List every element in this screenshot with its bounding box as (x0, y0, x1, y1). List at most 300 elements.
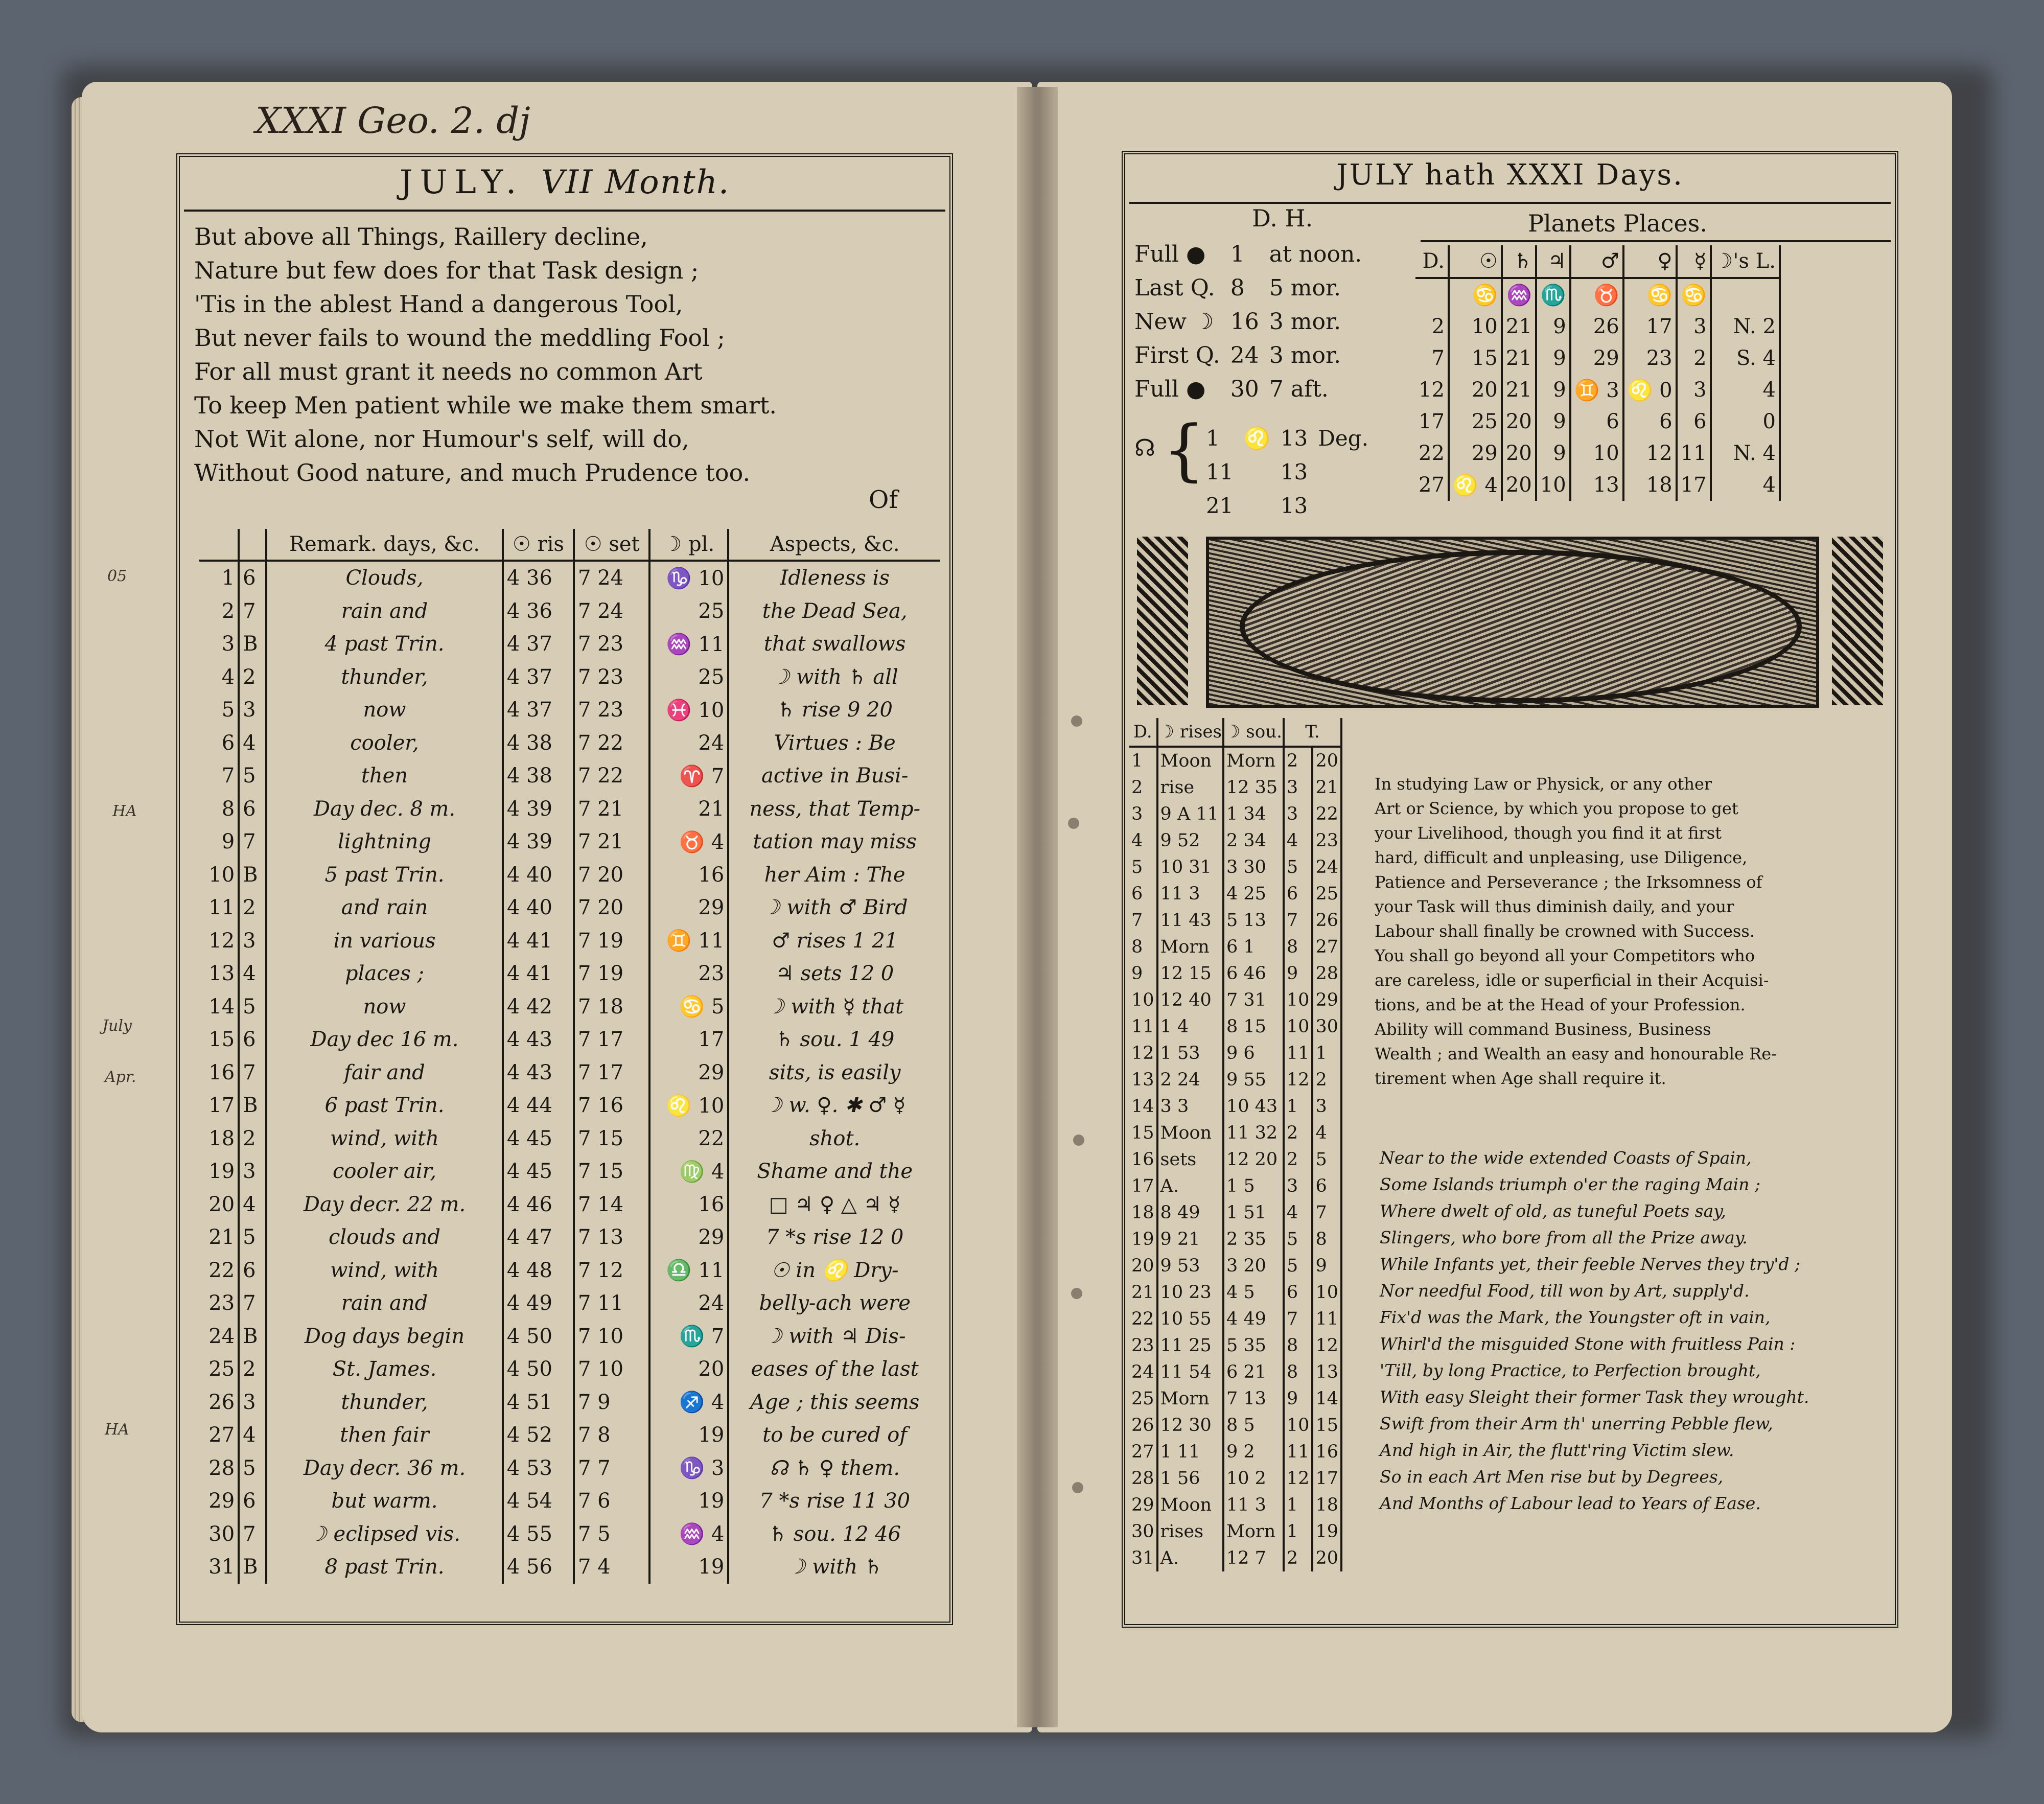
poem-line: And Months of Labour lead to Years of Ease. (1380, 1493, 1761, 1513)
moon-table-row (1129, 1385, 1341, 1412)
moon-table-cell: 4 (1284, 1199, 1313, 1226)
calendar-cell: 3 (239, 1386, 266, 1419)
moon-table-cell: 12 30 (1157, 1412, 1223, 1439)
moon-table-cell: 9 (1312, 1253, 1341, 1279)
moon-table-cell: 7 13 (1223, 1385, 1284, 1412)
calendar-cell: 7 22 (574, 759, 649, 793)
moon-table-row (1129, 907, 1341, 934)
margin-note: Apr. (105, 1068, 136, 1086)
calendar-header-cell: ☉ ris (503, 529, 574, 561)
moon-phase-cell: 8 (1230, 275, 1245, 301)
planets-cell: 0 (1711, 406, 1780, 437)
planets-sign-cell: ♒ (1502, 278, 1536, 311)
planets-row (1415, 374, 1780, 406)
calendar-cell: 7 16 (574, 1089, 649, 1122)
calendar-cell: 19 (199, 1155, 239, 1188)
verse-line: To keep Men patient while we make them smart. (194, 391, 777, 419)
calendar-cell: 4 41 (503, 924, 574, 958)
moon-table-cell: 8 5 (1223, 1412, 1284, 1439)
calendar-cell: 4 50 (503, 1353, 574, 1386)
calendar-table (199, 529, 940, 1584)
calendar-cell: Age ; this seems (750, 1390, 920, 1414)
verse-line: Nature but few does for that Task design ; (194, 257, 699, 284)
calendar-cell: cooler air, (266, 1155, 503, 1188)
calendar-cell: 4 47 (503, 1221, 574, 1254)
calendar-cell: ♒ 4 (649, 1518, 728, 1551)
calendar-cell: B (239, 1551, 266, 1584)
calendar-cell: that swallows (763, 632, 906, 656)
prose-line: In studying Law or Physick, or any other (1375, 774, 1712, 794)
moon-table-row (1129, 934, 1341, 960)
calendar-cell: 29 (649, 1221, 728, 1254)
calendar-cell: 4 past Trin. (266, 628, 503, 661)
calendar-cell: 29 (199, 1485, 239, 1518)
moon-table-cell: 5 (1284, 1253, 1313, 1279)
moon-table-cell: 30 (1129, 1518, 1157, 1545)
moon-table-cell: 23 (1129, 1332, 1157, 1359)
moon-table-cell: rise (1157, 774, 1223, 801)
calendar-cell: ♈ 7 (649, 759, 728, 793)
moon-table-cell: 3 (1284, 774, 1313, 801)
prose-line: tirement when Age shall require it. (1375, 1069, 1666, 1088)
node-cell: 21 (1206, 493, 1234, 518)
moon-phase-cell: 3 mor. (1269, 342, 1341, 368)
calendar-cell: 5 past Trin. (266, 859, 503, 892)
planets-header-cell: ♃ (1536, 245, 1570, 278)
moon-table-cell: 12 7 (1223, 1545, 1284, 1571)
calendar-cell: 23 (649, 957, 728, 990)
node-positions-table (1201, 422, 1374, 523)
moon-table-cell: 19 (1129, 1226, 1157, 1253)
moon-table-cell: 29 (1312, 987, 1341, 1013)
woodcut-oval (1240, 550, 1802, 703)
calendar-cell: 4 39 (503, 825, 574, 859)
margin-note: 05 (107, 567, 127, 585)
moon-table-cell: 5 (1284, 1226, 1313, 1253)
poem-line: And high in Air, the flutt'ring Victim slew. (1380, 1440, 1734, 1460)
calendar-cell: 4 42 (503, 990, 574, 1024)
calendar-cell: 7 20 (574, 859, 649, 892)
planets-row (1415, 406, 1780, 437)
calendar-cell: in various (266, 924, 503, 958)
moon-table-cell: Morn (1223, 1518, 1284, 1545)
moon-phase-cell: 1 (1230, 241, 1245, 267)
month-number: VII Month. (541, 164, 730, 201)
moon-table-row (1129, 881, 1341, 907)
calendar-cell: 24 (199, 1320, 239, 1353)
planets-cell: 21 (1502, 342, 1536, 374)
planets-cell: 3 (1677, 311, 1711, 342)
planets-cell: 4 (1711, 469, 1780, 501)
poem-line: With easy Sleight their former Task they wrought. (1380, 1387, 1809, 1407)
moon-table-cell: 27 (1129, 1439, 1157, 1465)
moon-table-cell: 26 (1312, 907, 1341, 934)
planets-cell: 17 (1677, 469, 1711, 501)
moon-table-cell: 2 (1284, 1120, 1313, 1146)
moon-table-cell: 10 (1129, 987, 1157, 1013)
book-gutter (1017, 87, 1058, 1727)
calendar-cell: □ ♃ ♀ △ ♃ ☿ (769, 1192, 901, 1216)
planets-cell: 21 (1502, 374, 1536, 406)
calendar-cell: belly-ach were (759, 1291, 911, 1315)
moon-table-cell: 6 1 (1223, 934, 1284, 960)
moon-phase-row (1129, 305, 1367, 339)
moon-table-cell: 8 (1129, 934, 1157, 960)
calendar-cell: 4 (239, 1188, 266, 1221)
node-cell: 13 (1280, 459, 1308, 484)
calendar-cell: thunder, (266, 1386, 503, 1419)
moon-table-cell: 10 31 (1157, 854, 1223, 881)
moon-table-cell: 5 (1129, 854, 1157, 881)
calendar-cell: 7 14 (574, 1188, 649, 1221)
planets-sign-cell (1711, 278, 1780, 311)
planets-cell: 20 (1502, 406, 1536, 437)
calendar-cell: Day decr. 22 m. (266, 1188, 503, 1221)
calendar-cell: 7 8 (574, 1419, 649, 1452)
calendar-cell: 17 (649, 1023, 728, 1056)
moon-table-cell: 2 (1312, 1067, 1341, 1093)
prose-line: your Task will thus diminish daily, and your (1375, 897, 1734, 916)
advice-prose (1375, 772, 1777, 1091)
planets-cell: 23 (1623, 342, 1677, 374)
planets-cell: 6 (1623, 406, 1677, 437)
planets-cell: 9 (1536, 406, 1570, 437)
moon-table-cell: 9 53 (1157, 1253, 1223, 1279)
calendar-cell: cooler, (266, 727, 503, 760)
moon-table-cell: 26 (1129, 1412, 1157, 1439)
moon-phase-row (1129, 238, 1367, 271)
moon-table-cell: 12 40 (1157, 987, 1223, 1013)
planets-header-cell: ♄ (1502, 245, 1536, 278)
moon-table-cell: 22 (1312, 801, 1341, 827)
calendar-cell: ♍ 4 (649, 1155, 728, 1188)
planets-sign-cell: ♏ (1536, 278, 1570, 311)
moon-table-row (1129, 1067, 1341, 1093)
calendar-cell: ♓ 10 (649, 693, 728, 727)
calendar-cell: ☽ with ♄ all (771, 665, 898, 689)
moon-table-cell: 31 (1129, 1545, 1157, 1571)
moon-table-cell: A. (1157, 1173, 1223, 1199)
moon-table-row (1129, 1199, 1341, 1226)
calendar-cell: 16 (649, 1188, 728, 1221)
moon-table-cell: 12 20 (1223, 1146, 1284, 1173)
moon-table-cell: 4 49 (1223, 1306, 1284, 1332)
calendar-cell: 4 37 (503, 628, 574, 661)
prose-line: your Livelihood, though you find it at first (1375, 823, 1722, 843)
calendar-cell: 20 (649, 1353, 728, 1386)
calendar-cell: 27 (199, 1419, 239, 1452)
verse-line: 'Tis in the ablest Hand a dangerous Tool, (194, 290, 683, 318)
calendar-header-cell: ☽ pl. (649, 529, 728, 561)
moon-table-cell: Morn (1157, 1385, 1223, 1412)
planets-header-cell: ☿ (1677, 245, 1711, 278)
calendar-row (199, 1287, 940, 1320)
verse-line: But above all Things, Raillery decline, (194, 223, 648, 250)
calendar-row (199, 1089, 940, 1122)
calendar-row (199, 957, 940, 990)
calendar-cell: ♊ 11 (649, 924, 728, 958)
calendar-cell: to be cured of (762, 1423, 908, 1447)
calendar-cell: 7 (239, 1518, 266, 1551)
calendar-header-cell: Aspects, &c. (728, 529, 940, 561)
calendar-cell: Shame and the (757, 1160, 913, 1184)
moon-table-cell: 3 3 (1157, 1093, 1223, 1120)
right-title-rule (1129, 202, 1891, 204)
planets-places-table (1415, 245, 1781, 501)
prose-line: Labour shall finally be crowned with Success. (1375, 921, 1755, 941)
calendar-cell: 24 (649, 727, 728, 760)
calendar-cell: 5 (239, 1452, 266, 1485)
planets-cell: 9 (1536, 342, 1570, 374)
moon-phase-cell: 24 (1230, 342, 1259, 368)
planets-sign-row (1415, 278, 1780, 311)
calendar-cell: 7 (199, 759, 239, 793)
moon-table-cell: 7 (1284, 1306, 1313, 1332)
moon-table-cell: 1 (1284, 1518, 1313, 1545)
calendar-cell: 2 (239, 1353, 266, 1386)
calendar-cell: 4 36 (503, 595, 574, 628)
moon-table-row (1129, 1253, 1341, 1279)
moon-table-cell: 11 32 (1223, 1120, 1284, 1146)
prose-line: tions, and be at the Head of your Profession. (1375, 995, 1746, 1014)
calendar-cell: 25 (199, 1353, 239, 1386)
planets-row (1415, 469, 1780, 501)
planets-cell: 20 (1502, 437, 1536, 469)
calendar-row (199, 727, 940, 760)
calendar-row (199, 1188, 940, 1221)
moon-table-cell: A. (1157, 1545, 1223, 1571)
poem-line: While Infants yet, their feeble Nerves they try'd ; (1380, 1254, 1801, 1274)
calendar-cell: 7 15 (574, 1155, 649, 1188)
moon-table-cell: 6 (1284, 1279, 1313, 1306)
planets-cell: 4 (1711, 374, 1780, 406)
moon-table-cell: 20 (1129, 1253, 1157, 1279)
moon-table-cell: 1 (1284, 1093, 1313, 1120)
calendar-cell: wind, with (266, 1254, 503, 1287)
moon-table-cell: 6 (1284, 881, 1313, 907)
calendar-cell: and rain (266, 891, 503, 924)
moon-table-cell: 5 35 (1223, 1332, 1284, 1359)
calendar-cell: 2 (239, 661, 266, 694)
verse-line: But never fails to wound the meddling Fool ; (194, 324, 725, 352)
calendar-cell: ☽ with ♃ Dis- (763, 1324, 906, 1348)
calendar-cell: 4 49 (503, 1287, 574, 1320)
moon-table-cell: 4 (1284, 827, 1313, 854)
prose-line: Ability will command Business, Business (1375, 1020, 1711, 1039)
moon-table-cell: 2 24 (1157, 1067, 1223, 1093)
calendar-cell: 16 (199, 1056, 239, 1090)
moon-table-cell: Morn (1157, 934, 1223, 960)
calendar-row (199, 1023, 940, 1056)
moon-table-cell: 9 55 (1223, 1067, 1284, 1093)
moon-phase-cell: Last Q. (1134, 275, 1215, 301)
calendar-cell: 4 43 (503, 1056, 574, 1090)
calendar-cell: 1 (199, 561, 239, 595)
moon-table-cell: 10 55 (1157, 1306, 1223, 1332)
moon-table-row (1129, 1279, 1341, 1306)
poem-line: Fix'd was the Mark, the Youngster oft in vain, (1380, 1307, 1771, 1327)
calendar-cell: 4 52 (503, 1419, 574, 1452)
poem-line: Slingers, who bore from all the Prize away. (1380, 1228, 1748, 1247)
planets-cell: 6 (1570, 406, 1623, 437)
node-cell: 11 (1206, 459, 1234, 484)
planets-cell: 25 (1449, 406, 1502, 437)
calendar-cell: 6 (239, 1485, 266, 1518)
calendar-cell: 4 51 (503, 1386, 574, 1419)
calendar-cell: 7 (239, 825, 266, 859)
moon-table-cell: 11 54 (1157, 1359, 1223, 1385)
calendar-cell: 3 (239, 1155, 266, 1188)
planets-title: Planets Places. (1528, 210, 1707, 237)
calendar-row (199, 990, 940, 1024)
woodcut-illustration (1206, 537, 1819, 708)
calendar-row (199, 661, 940, 694)
calendar-cell: rain and (266, 595, 503, 628)
moon-phase-cell: 5 mor. (1269, 275, 1341, 301)
planets-cell: 7 (1415, 342, 1449, 374)
moon-table-cell: 1 (1312, 1040, 1341, 1067)
calendar-cell: ness, that Temp- (749, 797, 920, 821)
calendar-cell: ♌ 10 (649, 1089, 728, 1122)
planets-cell: 3 (1677, 374, 1711, 406)
calendar-row (199, 1221, 940, 1254)
calendar-row (199, 1485, 940, 1518)
calendar-cell: 6 (239, 793, 266, 826)
calendar-row (199, 1518, 940, 1551)
poem-line: Where dwelt of old, as tuneful Poets say, (1380, 1201, 1727, 1221)
calendar-cell: 26 (199, 1386, 239, 1419)
calendar-cell: 29 (649, 891, 728, 924)
verse-line: Without Good nature, and much Prudence too. (194, 459, 751, 487)
moon-table-row (1129, 801, 1341, 827)
calendar-cell: places ; (266, 957, 503, 990)
planets-sign-cell: ♋ (1449, 278, 1502, 311)
calendar-row (199, 1155, 940, 1188)
moon-table-cell: 11 43 (1157, 907, 1223, 934)
moon-phase-cell: Full ● (1134, 376, 1206, 402)
planets-header-row (1415, 245, 1780, 278)
planets-header-cell: ♂ (1570, 245, 1623, 278)
moon-table-cell: 10 (1284, 987, 1313, 1013)
moon-table-cell: 6 46 (1223, 960, 1284, 987)
moon-table-cell: 13 (1312, 1359, 1341, 1385)
calendar-cell: 23 (199, 1287, 239, 1320)
calendar-header-cell (199, 529, 239, 561)
calendar-cell: the Dead Sea, (762, 599, 908, 623)
planets-cell: 2 (1415, 311, 1449, 342)
moon-table-cell: 9 2 (1223, 1439, 1284, 1465)
moon-table-cell: 9 A 11 (1157, 801, 1223, 827)
planets-cell: 2 (1677, 342, 1711, 374)
calendar-cell: sits, is easily (769, 1060, 901, 1084)
calendar-row (199, 1254, 940, 1287)
moon-table-cell: 2 (1129, 774, 1157, 801)
calendar-cell: Day dec. 8 m. (266, 793, 503, 826)
node-cell (1313, 489, 1374, 523)
moon-table-cell: 3 20 (1223, 1253, 1284, 1279)
calendar-cell: 25 (649, 595, 728, 628)
moon-table-cell: 4 25 (1223, 881, 1284, 907)
moon-table-row (1129, 1013, 1341, 1040)
calendar-cell: 22 (199, 1254, 239, 1287)
calendar-cell: 5 (239, 990, 266, 1024)
calendar-cell: 4 44 (503, 1089, 574, 1122)
calendar-cell: 16 (649, 859, 728, 892)
calendar-cell: 4 56 (503, 1551, 574, 1584)
title-rule (184, 210, 945, 212)
node-row (1201, 455, 1374, 489)
moon-table-cell: 9 (1129, 960, 1157, 987)
moon-phase-cell: 7 aft. (1269, 376, 1329, 402)
moon-phases-table (1129, 238, 1367, 406)
calendar-cell: 7 6 (574, 1485, 649, 1518)
moon-table-cell: 8 (1312, 1226, 1341, 1253)
catchword: Of (869, 485, 898, 514)
calendar-cell: 4 48 (503, 1254, 574, 1287)
prose-line: hard, difficult and unpleasing, use Diligence, (1375, 848, 1748, 867)
moon-rising-table (1129, 718, 1342, 1571)
calendar-row (199, 825, 940, 859)
calendar-cell: ☽ with ☿ that (766, 994, 904, 1019)
calendar-cell: 7 *s rise 11 30 (759, 1489, 911, 1513)
calendar-cell: 6 past Trin. (266, 1089, 503, 1122)
calendar-cell: 7 7 (574, 1452, 649, 1485)
planets-cell: 9 (1536, 311, 1570, 342)
calendar-row (199, 859, 940, 892)
calendar-cell: 31 (199, 1551, 239, 1584)
moon-table-cell: sets (1157, 1146, 1223, 1173)
planets-cell: ♌ 0 (1623, 374, 1677, 406)
moon-table-cell: 6 (1129, 881, 1157, 907)
moon-table-cell: 9 (1284, 1385, 1313, 1412)
moon-table-row (1129, 1545, 1341, 1571)
calendar-row (199, 1320, 940, 1353)
calendar-cell: 30 (199, 1518, 239, 1551)
calendar-cell: ☊ ♄ ♀ them. (770, 1456, 900, 1480)
calendar-header-cell (239, 529, 266, 561)
moon-phase-row (1129, 271, 1367, 305)
planets-cell: 22 (1415, 437, 1449, 469)
calendar-cell: clouds and (266, 1221, 503, 1254)
calendar-cell: 7 (239, 1056, 266, 1090)
planets-cell: 15 (1449, 342, 1502, 374)
planets-cell: N. 2 (1711, 311, 1780, 342)
ornament-left (1137, 537, 1188, 705)
monthly-verse (194, 220, 777, 490)
margin-note: HA (112, 802, 137, 820)
calendar-cell: 7 21 (574, 793, 649, 826)
calendar-cell: 19 (649, 1551, 728, 1584)
calendar-cell: 7 10 (574, 1353, 649, 1386)
calendar-cell: ♋ 5 (649, 990, 728, 1024)
moon-table-cell: 6 21 (1223, 1359, 1284, 1385)
calendar-cell: 3 (239, 924, 266, 958)
calendar-cell: then fair (266, 1419, 503, 1452)
planets-header-cell: ♀ (1623, 245, 1677, 278)
calendar-cell: active in Busi- (761, 764, 909, 788)
calendar-cell: 4 38 (503, 727, 574, 760)
calendar-cell: 22 (649, 1122, 728, 1155)
moon-table-row (1129, 854, 1341, 881)
calendar-row (199, 1419, 940, 1452)
moon-table-cell: 12 35 (1223, 774, 1284, 801)
calendar-cell: 4 45 (503, 1155, 574, 1188)
moon-table-row (1129, 1518, 1341, 1545)
moon-table-cell: 4 (1129, 827, 1157, 854)
calendar-cell: tation may miss (753, 830, 917, 854)
moon-table-cell: 1 4 (1157, 1013, 1223, 1040)
moon-table-row (1129, 960, 1341, 987)
